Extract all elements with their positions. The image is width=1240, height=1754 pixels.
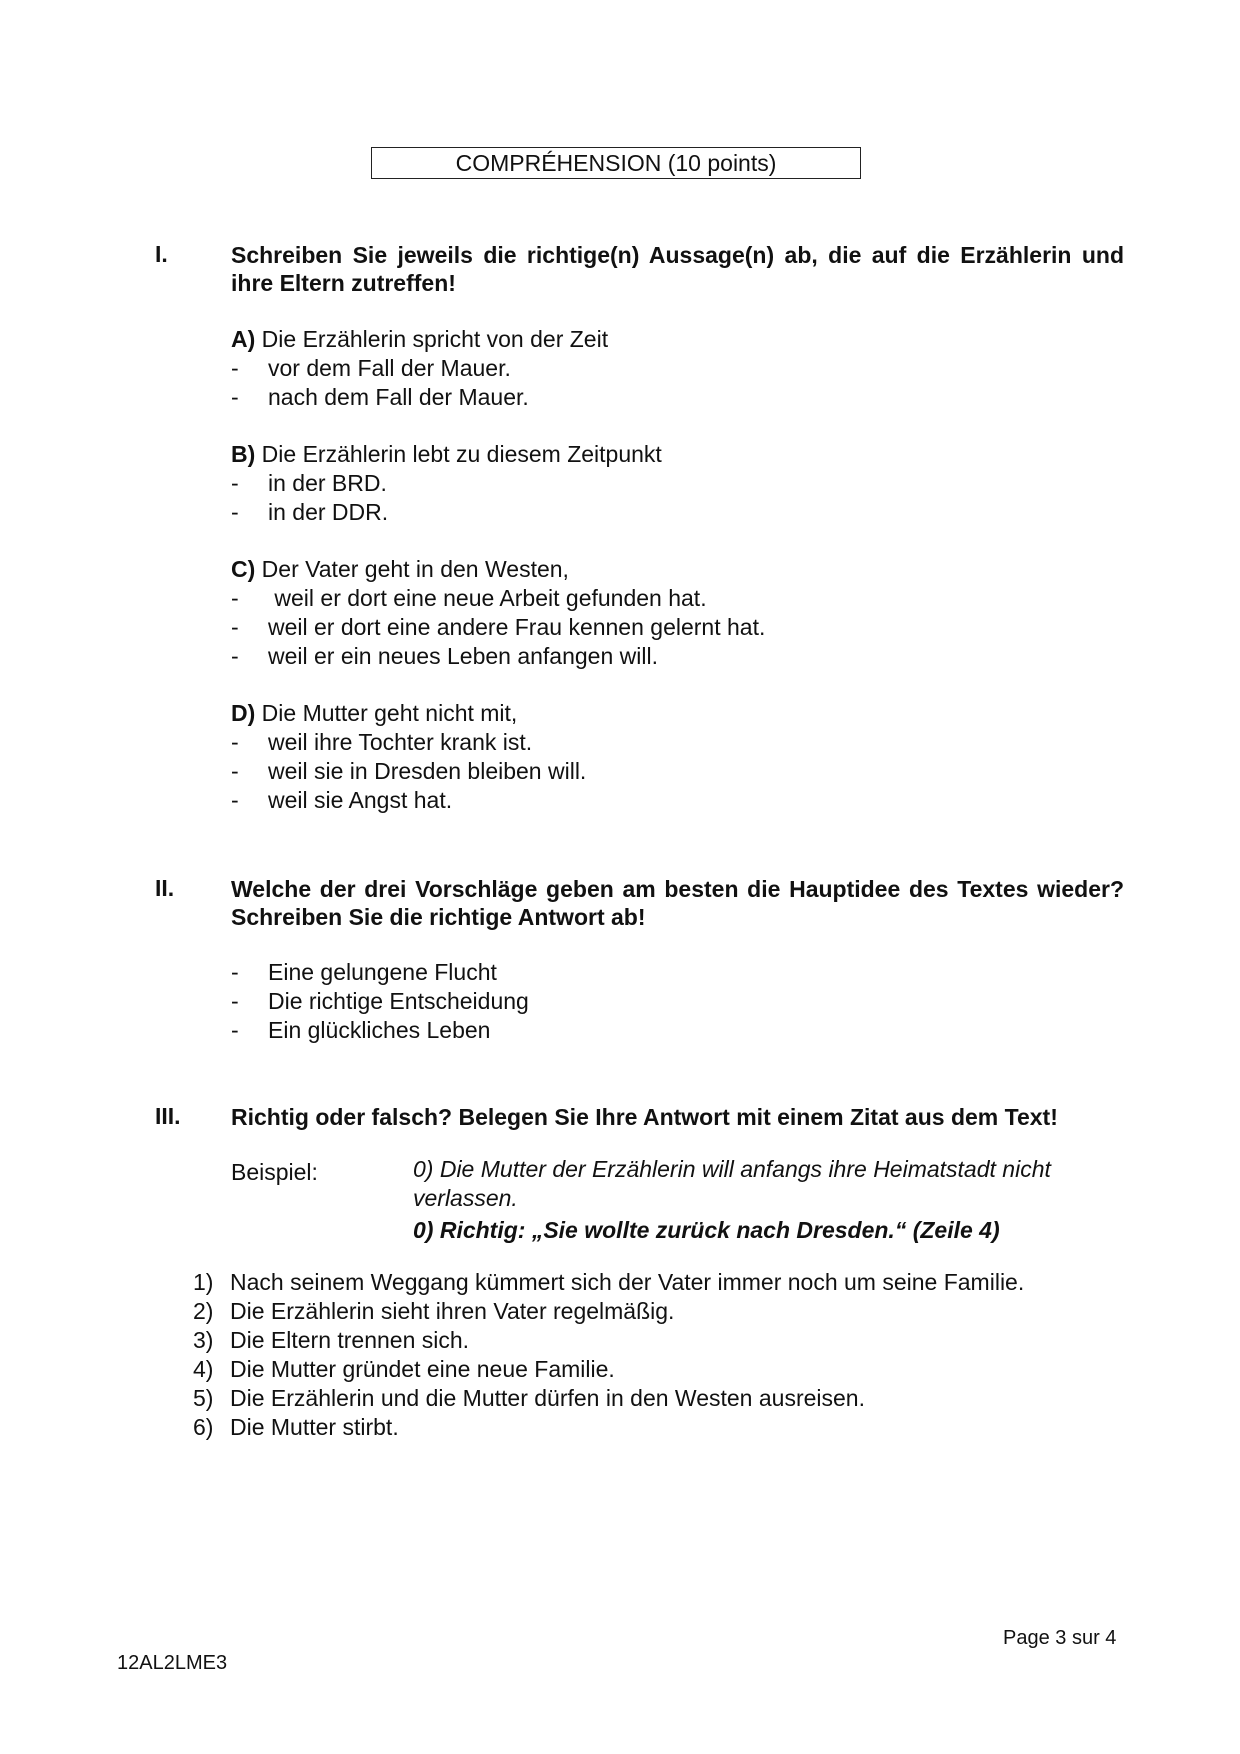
option-text: weil er ein neues Leben anfangen will. <box>268 643 658 669</box>
page-number: Page 3 sur 4 <box>1003 1627 1117 1649</box>
group-stem: Die Erzählerin spricht von der Zeit <box>261 326 609 352</box>
group-stem: Der Vater geht in den Westen, <box>261 556 569 582</box>
dash-marker: - <box>231 959 239 985</box>
dash-marker: - <box>231 643 239 669</box>
dash-marker: - <box>231 729 239 755</box>
statement-number: 5) <box>193 1385 214 1411</box>
option-text: Ein glückliches Leben <box>268 1017 491 1043</box>
statement-number: 4) <box>193 1356 214 1382</box>
statement-text: Nach seinem Weggang kümmert sich der Vater immer noch um seine Familie. <box>230 1269 1025 1295</box>
option-text: in der BRD. <box>268 470 387 496</box>
statement-text: Die Erzählerin und die Mutter dürfen in den Westen ausreisen. <box>230 1385 865 1411</box>
list-item <box>231 642 1124 671</box>
section-title: COMPRÉHENSION (10 points) <box>371 147 861 179</box>
list-item <box>231 469 1124 498</box>
list-item <box>231 757 1124 786</box>
dash-marker: - <box>231 988 239 1014</box>
list-item <box>193 1413 1143 1442</box>
group-a <box>231 325 1124 412</box>
list-item <box>231 1016 1124 1045</box>
dash-marker: - <box>231 355 239 381</box>
group-d <box>231 699 1124 815</box>
list-item <box>193 1268 1143 1297</box>
option-text: weil sie in Dresden bleiben will. <box>268 758 587 784</box>
option-text: Eine gelungene Flucht <box>268 959 497 985</box>
group-label: C) <box>231 556 256 582</box>
list-item <box>193 1384 1143 1413</box>
statement-number: 6) <box>193 1414 214 1440</box>
group-label: A) <box>231 326 256 352</box>
list-item <box>193 1297 1143 1326</box>
statement-text: Die Mutter stirbt. <box>230 1414 399 1440</box>
list-item <box>231 987 1124 1016</box>
dash-marker: - <box>231 614 239 640</box>
option-text: weil ihre Tochter krank ist. <box>268 729 533 755</box>
dash-marker: - <box>231 384 239 410</box>
list-item <box>231 498 1124 527</box>
group-c <box>231 555 1124 671</box>
example-statement: 0) Die Mutter der Erzählerin will anfangs ihre Heimatstadt nicht verlassen. <box>413 1156 1051 1211</box>
section-1-question: Schreiben Sie jeweils die richtige(n) Aussage(n) ab, die auf die Erzählerin und ihre Eltern zutreffen! <box>231 242 1124 296</box>
option-text: weil er dort eine neue Arbeit gefunden hat. <box>268 585 707 611</box>
list-item <box>231 354 1124 383</box>
example-answer: 0) Richtig: „Sie wollte zurück nach Dresden.“ (Zeile 4) <box>413 1217 1000 1243</box>
option-text: nach dem Fall der Mauer. <box>268 384 529 410</box>
list-item <box>193 1326 1143 1355</box>
section-2-number: II. <box>155 875 175 901</box>
statement-list <box>193 1268 1143 1442</box>
statement-number: 3) <box>193 1327 214 1353</box>
group-b <box>231 440 1124 527</box>
example-label: Beispiel: <box>231 1159 318 1185</box>
option-text: Die richtige Entscheidung <box>268 988 529 1014</box>
section-1-number: I. <box>155 241 168 267</box>
group-stem: Die Erzählerin lebt zu diesem Zeitpunkt <box>261 441 662 467</box>
section-2-question: Welche der drei Vorschläge geben am besten die Hauptidee des Textes wieder? Schreiben Sie die richtige Antwort ab! <box>231 876 1124 930</box>
dash-marker: - <box>231 758 239 784</box>
list-item <box>231 613 1124 642</box>
dash-marker: - <box>231 787 239 813</box>
section-2-options <box>231 958 1124 1045</box>
option-text: weil sie Angst hat. <box>268 787 453 813</box>
option-text: vor dem Fall der Mauer. <box>268 355 511 381</box>
group-label: B) <box>231 441 256 467</box>
list-item <box>193 1355 1143 1384</box>
section-3-question: Richtig oder falsch? Belegen Sie Ihre Antwort mit einem Zitat aus dem Text! <box>231 1104 1058 1130</box>
option-text: in der DDR. <box>268 499 389 525</box>
statement-text: Die Erzählerin sieht ihren Vater regelmäßig. <box>230 1298 675 1324</box>
statement-text: Die Eltern trennen sich. <box>230 1327 470 1353</box>
list-item <box>231 728 1124 757</box>
list-item <box>231 383 1124 412</box>
group-label: D) <box>231 700 256 726</box>
list-item <box>231 958 1124 987</box>
group-stem: Die Mutter geht nicht mit, <box>261 700 518 726</box>
list-item <box>231 786 1124 815</box>
option-text: weil er dort eine andere Frau kennen gelernt hat. <box>268 614 766 640</box>
dash-marker: - <box>231 499 239 525</box>
list-item <box>231 584 1124 613</box>
dash-marker: - <box>231 470 239 496</box>
statement-number: 1) <box>193 1269 214 1295</box>
statement-number: 2) <box>193 1298 214 1324</box>
dash-marker: - <box>231 585 239 611</box>
section-3-number: III. <box>155 1103 181 1129</box>
dash-marker: - <box>231 1017 239 1043</box>
document-code: 12AL2LME3 <box>117 1652 228 1674</box>
statement-text: Die Mutter gründet eine neue Familie. <box>230 1356 615 1382</box>
